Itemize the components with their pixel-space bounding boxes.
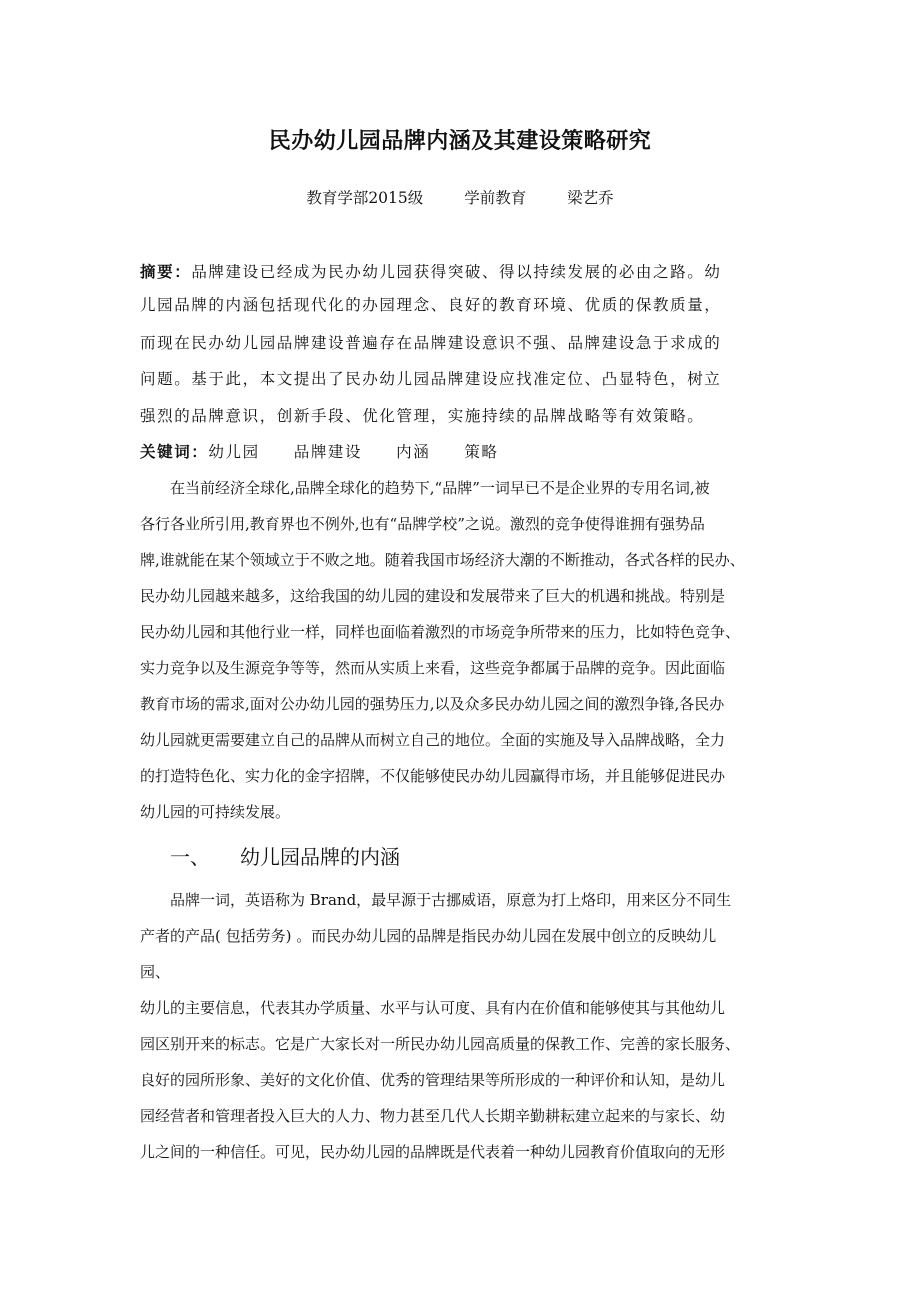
paragraph-line: 在当前经济全球化,品牌全球化的趋势下,“品牌”一词早已不是企业界的专用名词,被: [170, 479, 710, 497]
paragraph-line: 园区别开来的标志。它是广大家长对一所民办幼儿园高质量的保教工作、完善的家长服务、: [140, 1035, 741, 1053]
paragraph-line: 园、: [140, 963, 171, 981]
keyword: 策略: [464, 443, 499, 461]
paragraph-line: 牌,谁就能在某个领域立于不败之地。随着我国市场经济大潮的不断推动，各式各样的民办、: [140, 551, 745, 569]
paragraph-line: 实力竞争以及生源竞争等等，然而从实质上来看，这些竞争都属于品牌的竞争。因此面临: [140, 659, 726, 677]
paragraph-line: 幼儿的主要信息，代表其办学质量、水平与认可度、具有内在价值和能够使其与其他幼儿: [140, 999, 726, 1017]
paragraph-line: 园经营者和管理者投入巨大的人力、物力甚至几代人长期辛勤耕耘建立起来的与家长、幼: [140, 1107, 726, 1125]
paragraph-line: 民办幼儿园越来越多，这给我国的幼儿园的建设和发展带来了巨大的机遇和挑战。特别是: [140, 587, 726, 605]
author: 梁艺乔: [567, 189, 614, 207]
keyword: 内涵: [396, 443, 431, 461]
major: 学前教育: [464, 189, 527, 207]
paragraph-line: 产者的产品( 包括劳务) 。而民办幼儿园的品牌是指民办幼儿园在发展中创立的反映幼儿: [140, 927, 717, 945]
byline: [0, 186, 920, 208]
paragraph-line: 幼儿园的可持续发展。: [140, 803, 291, 821]
paragraph-line: 民办幼儿园和其他行业一样，同样也面临着激烈的市场竞争所带来的压力，比如特色竞争、: [140, 623, 741, 641]
abstract-line: 摘要：品牌建设已经成为民办幼儿园获得突破、得以持续发展的必由之路。幼: [140, 263, 722, 281]
paragraph-line: 的打造特色化、实力化的金字招牌，不仅能够使民办幼儿园赢得市场，并且能够促进民办: [140, 767, 726, 785]
paper-title: 民办幼儿园品牌内涵及其建设策略研究: [268, 129, 652, 154]
abstract-line: 儿园品牌的内涵包括现代化的办园理念、良好的教育环境、优质的保教质量，: [140, 296, 722, 314]
section-number: 一、: [170, 845, 210, 869]
keywords-line: [140, 442, 800, 462]
section-heading: [170, 844, 400, 870]
abstract-line: 而现在民办幼儿园品牌建设普遍存在品牌建设意识不强、品牌建设急于求成的: [140, 334, 722, 352]
paragraph-line: 儿之间的一种信任。可见，民办幼儿园的品牌既是代表着一种幼儿园教育价值取向的无形: [140, 1143, 726, 1161]
paragraph-line: 良好的园所形象、美好的文化价值、优秀的管理结果等所形成的一种评价和认知，是幼儿: [140, 1071, 726, 1089]
paragraph-line: 教育市场的需求,面对公办幼儿园的强势压力,以及众多民办幼儿园之间的激烈争锋,各民办: [140, 695, 725, 713]
keyword: 品牌建设: [293, 443, 363, 461]
department: 教育学部2015级: [306, 189, 424, 207]
paragraph-line: 品牌一词，英语称为 Brand，最早源于古挪威语，原意为打上烙印，用来区分不同生: [170, 891, 732, 909]
section-title: 幼儿园品牌的内涵: [240, 845, 400, 869]
paragraph-line: 各行各业所引用,教育界也不例外,也有“品牌学校”之说。激烈的竞争使得谁拥有强势品: [140, 515, 705, 533]
abstract-line: 问题。基于此，本文提出了民办幼儿园品牌建设应找准定位、凸显特色，树立: [140, 370, 722, 388]
abstract-label: 摘要：: [140, 263, 192, 281]
abstract-line: 强烈的品牌意识，创新手段、优化管理，实施持续的品牌战略等有效策略。: [140, 407, 705, 425]
keywords-label: 关键词：: [140, 443, 209, 461]
keyword: 幼儿园: [208, 443, 260, 461]
paragraph-line: 幼儿园就更需要建立自己的品牌从而树立自己的地位。全面的实施及导入品牌战略，全力: [140, 731, 726, 749]
